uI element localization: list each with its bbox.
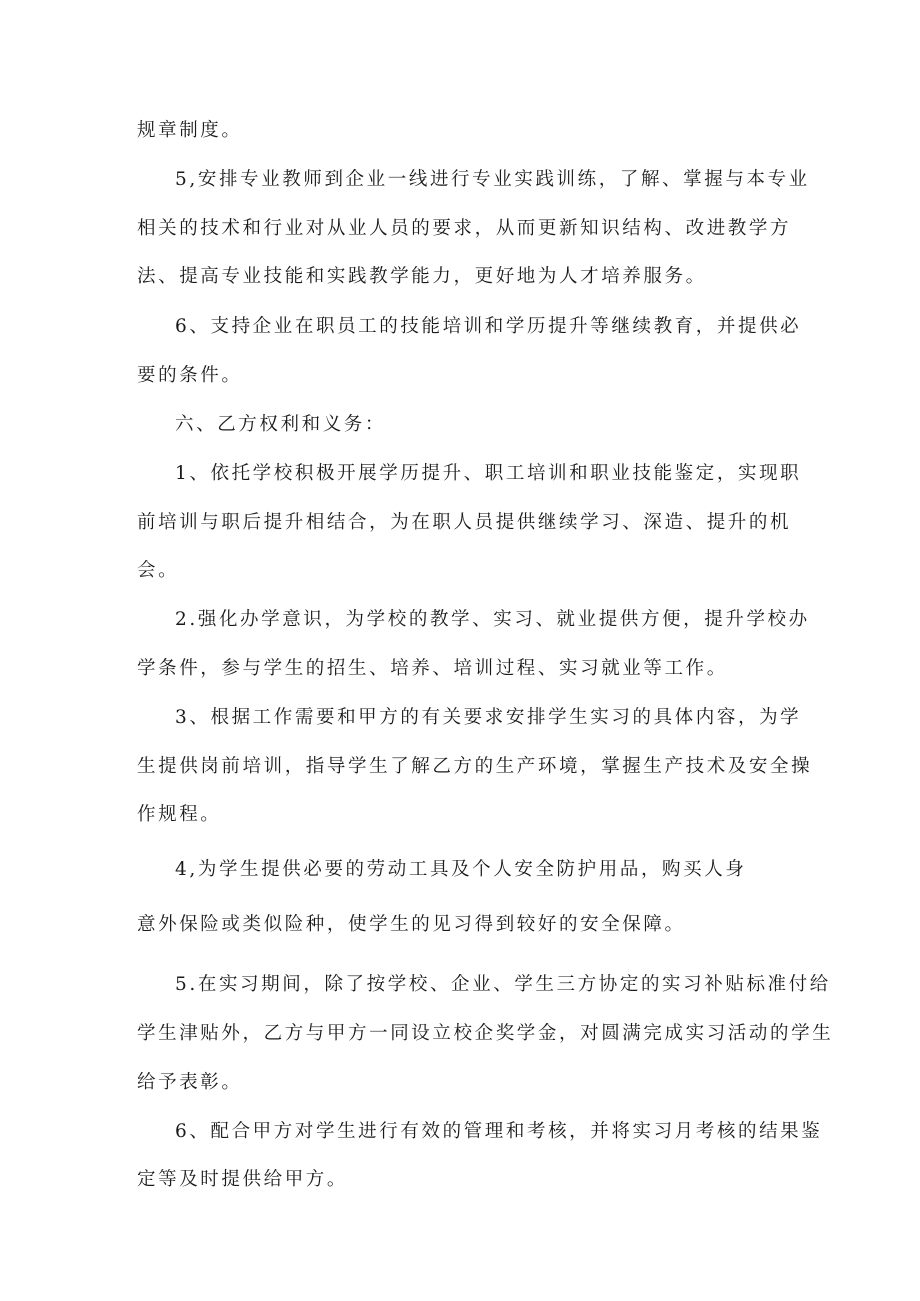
text-line: 学条件，参与学生的招生、培养、培训过程、实习就业等工作。 <box>137 658 728 679</box>
text-line: 法、提高专业技能和实践教学能力，更好地为人才培养服务。 <box>137 266 707 287</box>
text-line: 6、配合甲方对学生进行有效的管理和考核，并将实习月考核的结果鉴 <box>175 1121 823 1142</box>
text-line: 前培训与职后提升相结合，为在职人员提供继续学习、深造、提升的机 <box>137 512 792 533</box>
text-line: 5,安排专业教师到企业一线进行专业实践训练，了解、掌握与本专业 <box>175 169 810 190</box>
text-line: 意外保险或类似险种，使学生的见习得到较好的安全保障。 <box>137 914 686 935</box>
text-line: 生提供岗前培训，指导学生了解乙方的生产环境，掌握生产技术及安全操 <box>137 756 813 777</box>
text-line: 要的条件。 <box>137 365 243 386</box>
text-line: 2.强化办学意识，为学校的教学、实习、就业提供方便，提升学校办 <box>175 609 810 630</box>
text-line: 学生津贴外，乙方与甲方一同设立校企奖学金，对圆满完成实习活动的学生 <box>137 1023 834 1044</box>
text-line: 定等及时提供给甲方。 <box>137 1169 349 1190</box>
section-heading: 六、乙方权利和义务： <box>175 414 387 435</box>
text-line: 4,为学生提供必要的劳动工具及个人安全防护用品，购买人身 <box>175 859 747 880</box>
text-line: 给予表彰。 <box>137 1072 243 1093</box>
text-line: 6、支持企业在职员工的技能培训和学历提升等继续教育，并提供必 <box>175 316 802 337</box>
text-line: 规章制度。 <box>137 120 243 141</box>
text-line: 相关的技术和行业对从业人员的要求，从而更新知识结构、改进教学方 <box>137 218 792 239</box>
text-line: 1、依托学校积极开展学历提升、职工培训和职业技能鉴定，实现职 <box>175 463 802 484</box>
text-line: 作规程。 <box>137 804 222 825</box>
text-line: 会。 <box>137 560 180 581</box>
text-line: 5.在实习期间，除了按学校、企业、学生三方协定的实习补贴标准付给 <box>175 974 831 995</box>
text-line: 3、根据工作需要和甲方的有关要求安排学生实习的具体内容，为学 <box>175 707 802 728</box>
